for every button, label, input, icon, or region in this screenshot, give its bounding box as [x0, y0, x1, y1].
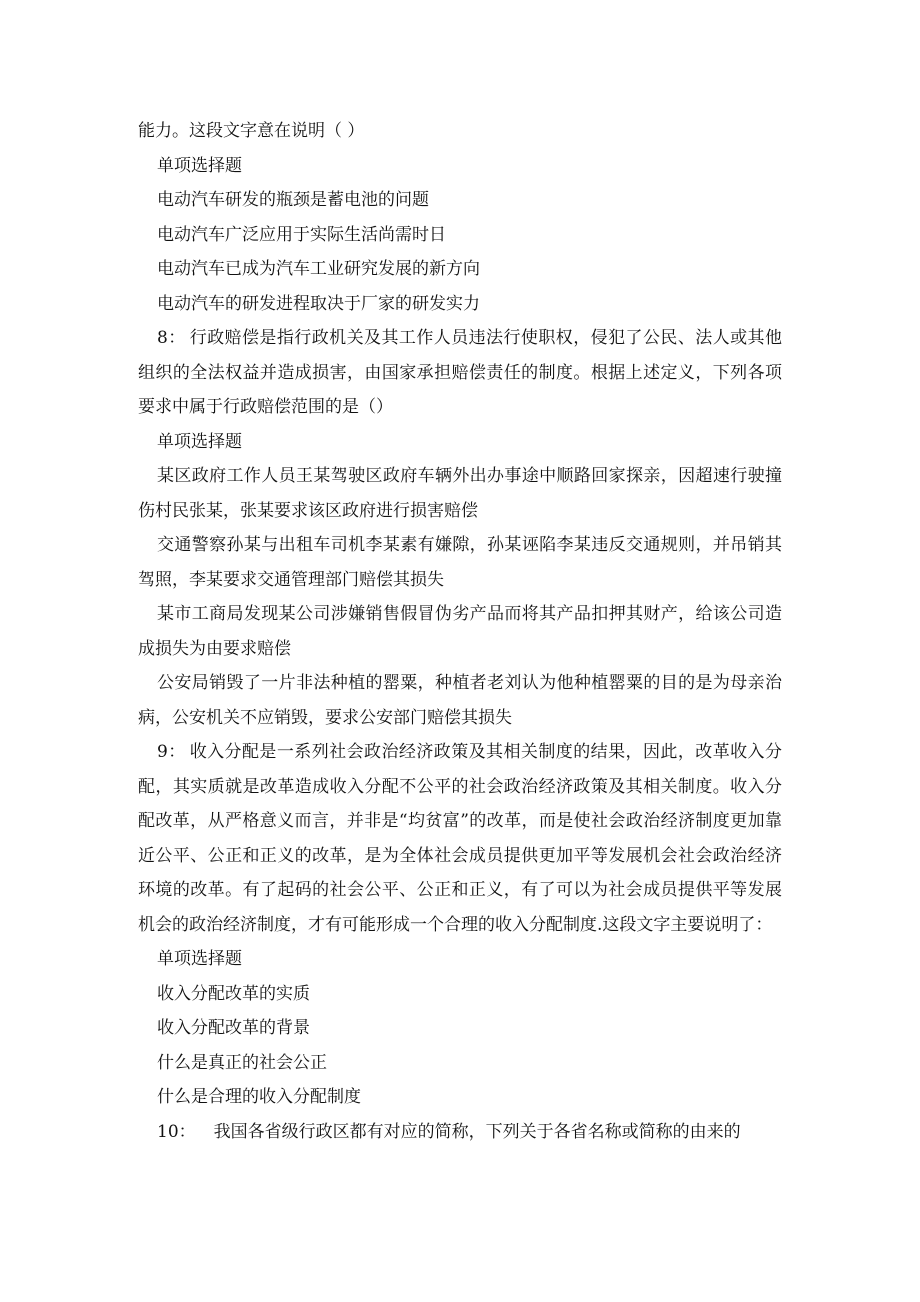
question-9-text: 收入分配是一系列社会政治经济政策及其相关制度的结果，因此，改革收入分配，其实质就是改革造成收入分配不公平的社会政治经济政策及其相关制度。收入分配改革，从严格意义而言，并非是“均贫富”的改革，而是使社会政治经济制度更加靠近公平、公正和正义的改革，是为全体社会成员提供更加平等发展机会社会政治经济环境的改革。有了起码的社会公平、公正和正义，有了可以为社会成员提供平等发展机会的政治经济制度，才有可能形成一个合理的收入分配制度.这段文字主要说明了： [138, 742, 782, 935]
question-8-option-a: 某区政府工作人员王某驾驶区政府车辆外出办事途中顺路回家探亲，因超速行驶撞伤村民张某，张某要求该区政府进行损害赔偿 [138, 466, 782, 521]
question-8-option-b: 交通警察孙某与出租车司机李某素有嫌隙，孙某诬陷李某违反交通规则，并吊销其驾照，李某要求交通管理部门赔偿其损失 [138, 535, 782, 590]
question-9-type: 单项选择题 [157, 949, 242, 969]
question-9-option-b: 收入分配改革的背景 [157, 1018, 310, 1038]
question-8-type: 单项选择题 [157, 431, 242, 452]
question-8-option-c: 某市工商局发现某公司涉嫌销售假冒伪劣产品而将其产品扣押其财产，给该公司造成损失为由要求赔偿 [138, 604, 782, 659]
question-9-option-d: 什么是合理的收入分配制度 [157, 1087, 361, 1107]
question-10-number: 10： [157, 1121, 196, 1142]
question-8-option-d: 公安局销毁了一片非法种植的罂粟，种植者老刘认为他种植罂粟的目的是为母亲治病，公安机关不应销毁，要求公安部门赔偿其损失 [138, 673, 782, 728]
question-9-option-c: 什么是真正的社会公正 [157, 1052, 327, 1073]
document-body [138, 114, 782, 1149]
question-8-text: 行政赔偿是指行政机关及其工作人员违法行使职权，侵犯了公民、法人或其他组织的全法权益并造成损害，由国家承担赔偿责任的制度。根据上述定义，下列各项要求中属于行政赔偿范围的是（） [138, 328, 782, 417]
question-7-type: 单项选择题 [157, 155, 242, 176]
question-10-stem [138, 1115, 782, 1150]
question-7-option-c: 电动汽车已成为汽车工业研究发展的新方向 [157, 259, 480, 279]
question-8-stem [138, 321, 782, 425]
question-7-stem-tail: 能力。这段文字意在说明（ ） [138, 121, 365, 141]
question-7-option-a: 电动汽车研发的瓶颈是蓄电池的问题 [157, 190, 429, 210]
question-8-number: 8： [157, 328, 186, 348]
question-9-option-a: 收入分配改革的实质 [157, 983, 310, 1004]
question-9-number: 9： [157, 742, 186, 762]
question-7-option-d: 电动汽车的研发进程取决于厂家的研发实力 [157, 293, 480, 314]
question-10-text: 我国各省级行政区都有对应的简称，下列关于各省名称或简称的由来的 [213, 1121, 741, 1142]
question-9-stem [138, 735, 782, 942]
question-7-option-b: 电动汽车广泛应用于实际生活尚需时日 [157, 224, 446, 245]
